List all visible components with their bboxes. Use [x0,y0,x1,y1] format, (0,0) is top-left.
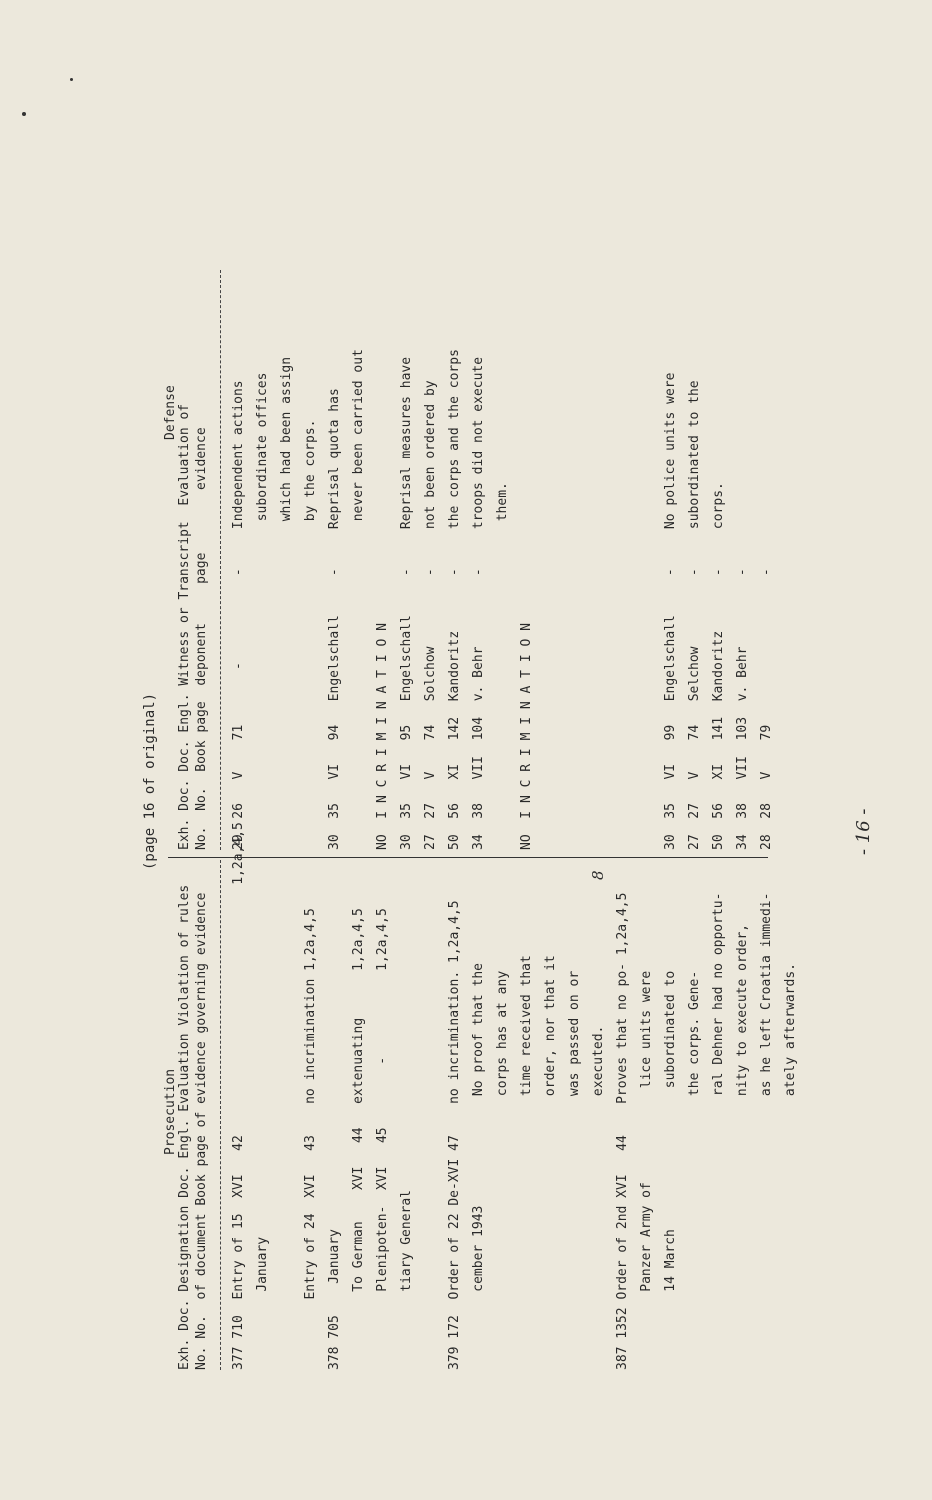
prosecution-entry-line: cember 1943 No proof that the [471,963,486,1370]
prosecution-entry-line: 379 172 Order of 22 De-XVI 47 no incrimination. 1,2a,4,5 [447,900,462,1370]
prosecution-entry-line: time received that [519,955,534,1370]
prosecution-entry-line: executed. [591,1025,606,1370]
prosecution-entry-line: 14 March subordinated to [663,970,678,1370]
prosecution-entry-line: Plenipoten- XVI 45 - 1,2a,4,5 [375,908,390,1370]
prosecution-entry-line: 387 1352 Order of 2nd XVI 44 Proves that no po- 1,2a,4,5 [615,892,630,1370]
prosecution-entry-line: corps has at any [495,970,510,1370]
defense-entry-line: 28 28 V 79 - [759,568,774,850]
prosecution-entry-line: 378 705 January [327,1229,342,1370]
prosecution-header-line: No. No. of document Book page of evidence governing evidence [194,892,209,1370]
defense-entry-line: 50 56 XI 142 Kandoritz - the corps and the corps [447,349,462,850]
prosecution-entry-line: ately afterwards. [783,963,798,1370]
defense-header-line: Exh. Doc. Doc. Engl. Witness or Transcript Evaluation of [177,403,192,850]
page-header: (page 16 of original) [142,692,158,870]
defense-entry-line: 50 56 XI 141 Kandoritz - corps. [711,482,726,850]
prosecution-entry-line: To German XVI 44 extenuating 1,2a,4,5 [351,908,366,1370]
stray-mark: 8 [589,870,607,880]
prosecution-entry-line: ral Dehner had no opportu- [711,892,726,1370]
prosecution-entry-line: the corps. Gene- [687,970,702,1370]
prosecution-entry-line: nity to execute order, [735,923,750,1370]
defense-header-line: No. No. Book page deponent page evidence [194,427,209,850]
defense-entry-line: subordinate offices [255,372,270,850]
prosecution-entry-line: Panzer Army of lice units were [639,970,654,1370]
defense-entry-line: by the corps. [303,419,318,850]
defense-entry-line: them. [495,482,510,850]
defense-entry-line: 34 38 VII 103 v. Behr - [735,568,750,850]
prosecution-entry-line: January [255,1236,270,1370]
defense-entry-line: NO I N C R I M I N A T I O N [519,623,534,850]
header-rule-left [220,860,221,1370]
defense-entry-line: 30 35 VI 94 Engelschall - Reprisal quota has [327,388,342,850]
defense-entry-line: 27 27 V 74 Selchow - subordinated to the [687,380,702,850]
defense-entry-line: 34 38 VII 104 v. Behr - troops did not execute [471,356,486,850]
prosecution-entry-line: tiary General [399,1189,414,1370]
defense-entry-line: NO I N C R I M I N A T I O N [375,623,390,850]
defense-entry-line: 30 35 VI 95 Engelschall - Reprisal measures have [399,356,414,850]
prosecution-entry-line: Entry of 24 XVI 43 no incrimination 1,2a,4,5 [303,908,318,1370]
defense-entry-line: which had been assign [279,356,294,850]
header-rule-right [220,270,221,850]
prosecution-header-line: Exh. Doc. Designation Doc. Engl. Evaluation Violation of rules [177,884,192,1370]
section-prosecution-label: Prosecution [163,1068,178,1155]
column-divider [168,857,768,858]
prosecution-entry-line: was passed on or [567,970,582,1370]
page-mark: - 16 - [853,808,874,855]
prosecution-entry-line: 377 710 Entry of 15 XVI 42 1,2a,4,5 [231,822,246,1370]
defense-entry-line: never been carried out [351,349,366,850]
prosecution-entry-line: as he left Croatia immedi- [759,892,774,1370]
section-defense-label: Defense [163,385,178,440]
defense-entry-line: 27 27 V 74 Solchow - not been ordered by [423,380,438,850]
defense-entry-line: 30 35 VI 99 Engelschall - No police units were [663,372,678,850]
defense-entry-line: 29 26 V 71 - - Independent actions [231,380,246,850]
prosecution-entry-line: order, nor that it [543,955,558,1370]
